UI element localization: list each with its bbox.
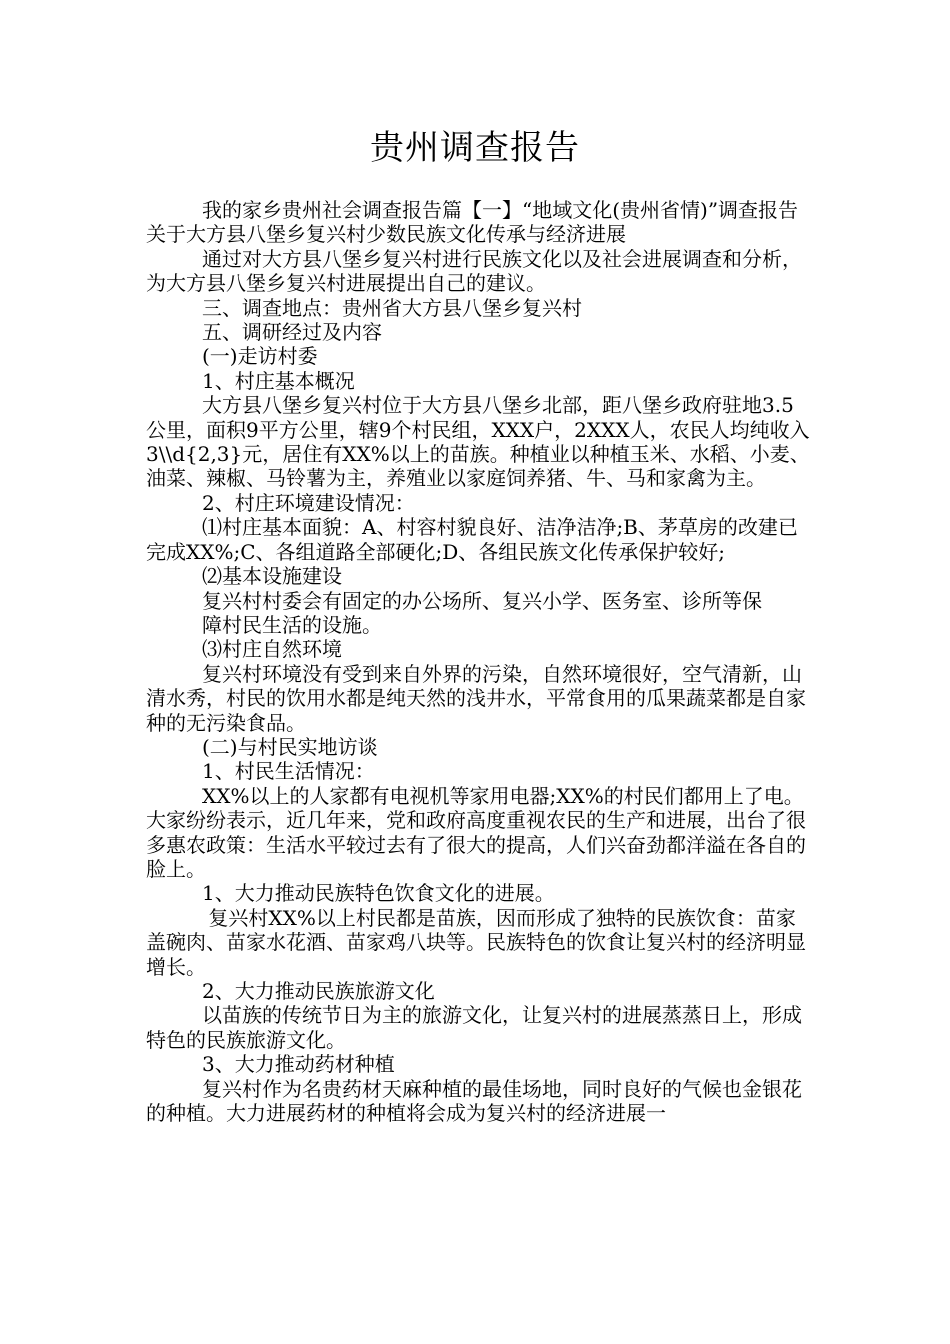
paragraph-purpose: 通过对大方县八堡乡复兴村进行民族文化以及社会进展调查和分析，为大方县八堡乡复兴村进展提出自己的建议。 bbox=[146, 246, 802, 296]
heading-village-overview: 1、村庄基本概况 bbox=[202, 368, 355, 393]
heading-environment-construction: 2、村庄环境建设情况： bbox=[202, 490, 415, 515]
paragraph-intro: 我的家乡贵州社会调查报告篇【一】“地域文化(贵州省情)”调查报告关于大方县八堡乡复兴村少数民族文化传承与经济进展 bbox=[146, 198, 799, 247]
heading-interviews: (二)与村民实地访谈 bbox=[202, 734, 378, 759]
paragraph-herb-planting: 复兴村作为名贵药材天麻种植的最佳场地，同时良好的气候也金银花的种植。大力进展药材的种植将会成为复兴村的经济进展一 bbox=[146, 1076, 802, 1126]
heading-herb-planting: 3、大力推动药材种植 bbox=[202, 1052, 395, 1077]
document-title: 贵州调查报告 bbox=[370, 128, 580, 168]
paragraph-location: 三、调查地点：贵州省大方县八堡乡复兴村 bbox=[202, 295, 582, 320]
heading-natural-environment: ⑶村庄自然环境 bbox=[202, 637, 342, 662]
heading-living-conditions: 1、村民生活情况： bbox=[202, 759, 375, 784]
heading-food-culture: 1、大力推动民族特色饮食文化的进展。 bbox=[202, 881, 555, 906]
paragraph-infrastructure-cont: 障村民生活的设施。 bbox=[202, 612, 382, 637]
document-body bbox=[146, 198, 810, 1125]
heading-tourism-culture: 2、大力推动民族旅游文化 bbox=[202, 979, 435, 1003]
heading-process: 五、调研经过及内容 bbox=[202, 320, 382, 345]
paragraph-village-appearance: ⑴村庄基本面貌：A、村容村貌良好、洁净洁净;B、茅草房的改建已完成XX%;C、各组道路全部硬化;D、各组民族文化传承保护较好; bbox=[146, 515, 798, 564]
paragraph-infrastructure: 复兴村村委会有固定的办公场所、复兴小学、医务室、诊所等保 bbox=[202, 588, 762, 613]
paragraph-village-overview: 大方县八堡乡复兴村位于大方县八堡乡北部，距八堡乡政府驻地3.5公里，面积9平方公里，辖9个村民组，XXX户，2XXX人，农民人均纯收入3\\d{2,3}元，居住有XX%以上的苗族。种植业以种植玉米、水稻、小麦、油菜、辣椒、马铃薯为主，养殖业以家庭饲养猪、牛、马和家禽为主。 bbox=[146, 393, 810, 491]
heading-village-committee: (一)走访村委 bbox=[202, 344, 318, 369]
paragraph-food-culture: 复兴村XX%以上村民都是苗族，因而形成了独特的民族饮食：苗家盖碗肉、苗家水花酒、苗家鸡八块等。民族特色的饮食让复兴村的经济明显增长。 bbox=[146, 905, 806, 979]
heading-infrastructure: ⑵基本设施建设 bbox=[202, 564, 342, 589]
paragraph-living-conditions: XX%以上的人家都有电视机等家用电器;XX%的村民们都用上了电。大家纷纷表示，近几年来，党和政府高度重视农民的生产和进展，出台了很多惠农政策：生活水平较过去有了很大的提高，人们兴奋劲都洋溢在各自的脸上。 bbox=[146, 783, 806, 881]
paragraph-tourism-culture: 以苗族的传统节日为主的旅游文化，让复兴村的进展蒸蒸日上，形成特色的民族旅游文化。 bbox=[146, 1003, 802, 1052]
paragraph-natural-environment: 复兴村环境没有受到来自外界的污染，自然环境很好，空气清新，山清水秀，村民的饮用水都是纯天然的浅井水，平常食用的瓜果蔬菜都是自家种的无污染食品。 bbox=[146, 661, 806, 735]
